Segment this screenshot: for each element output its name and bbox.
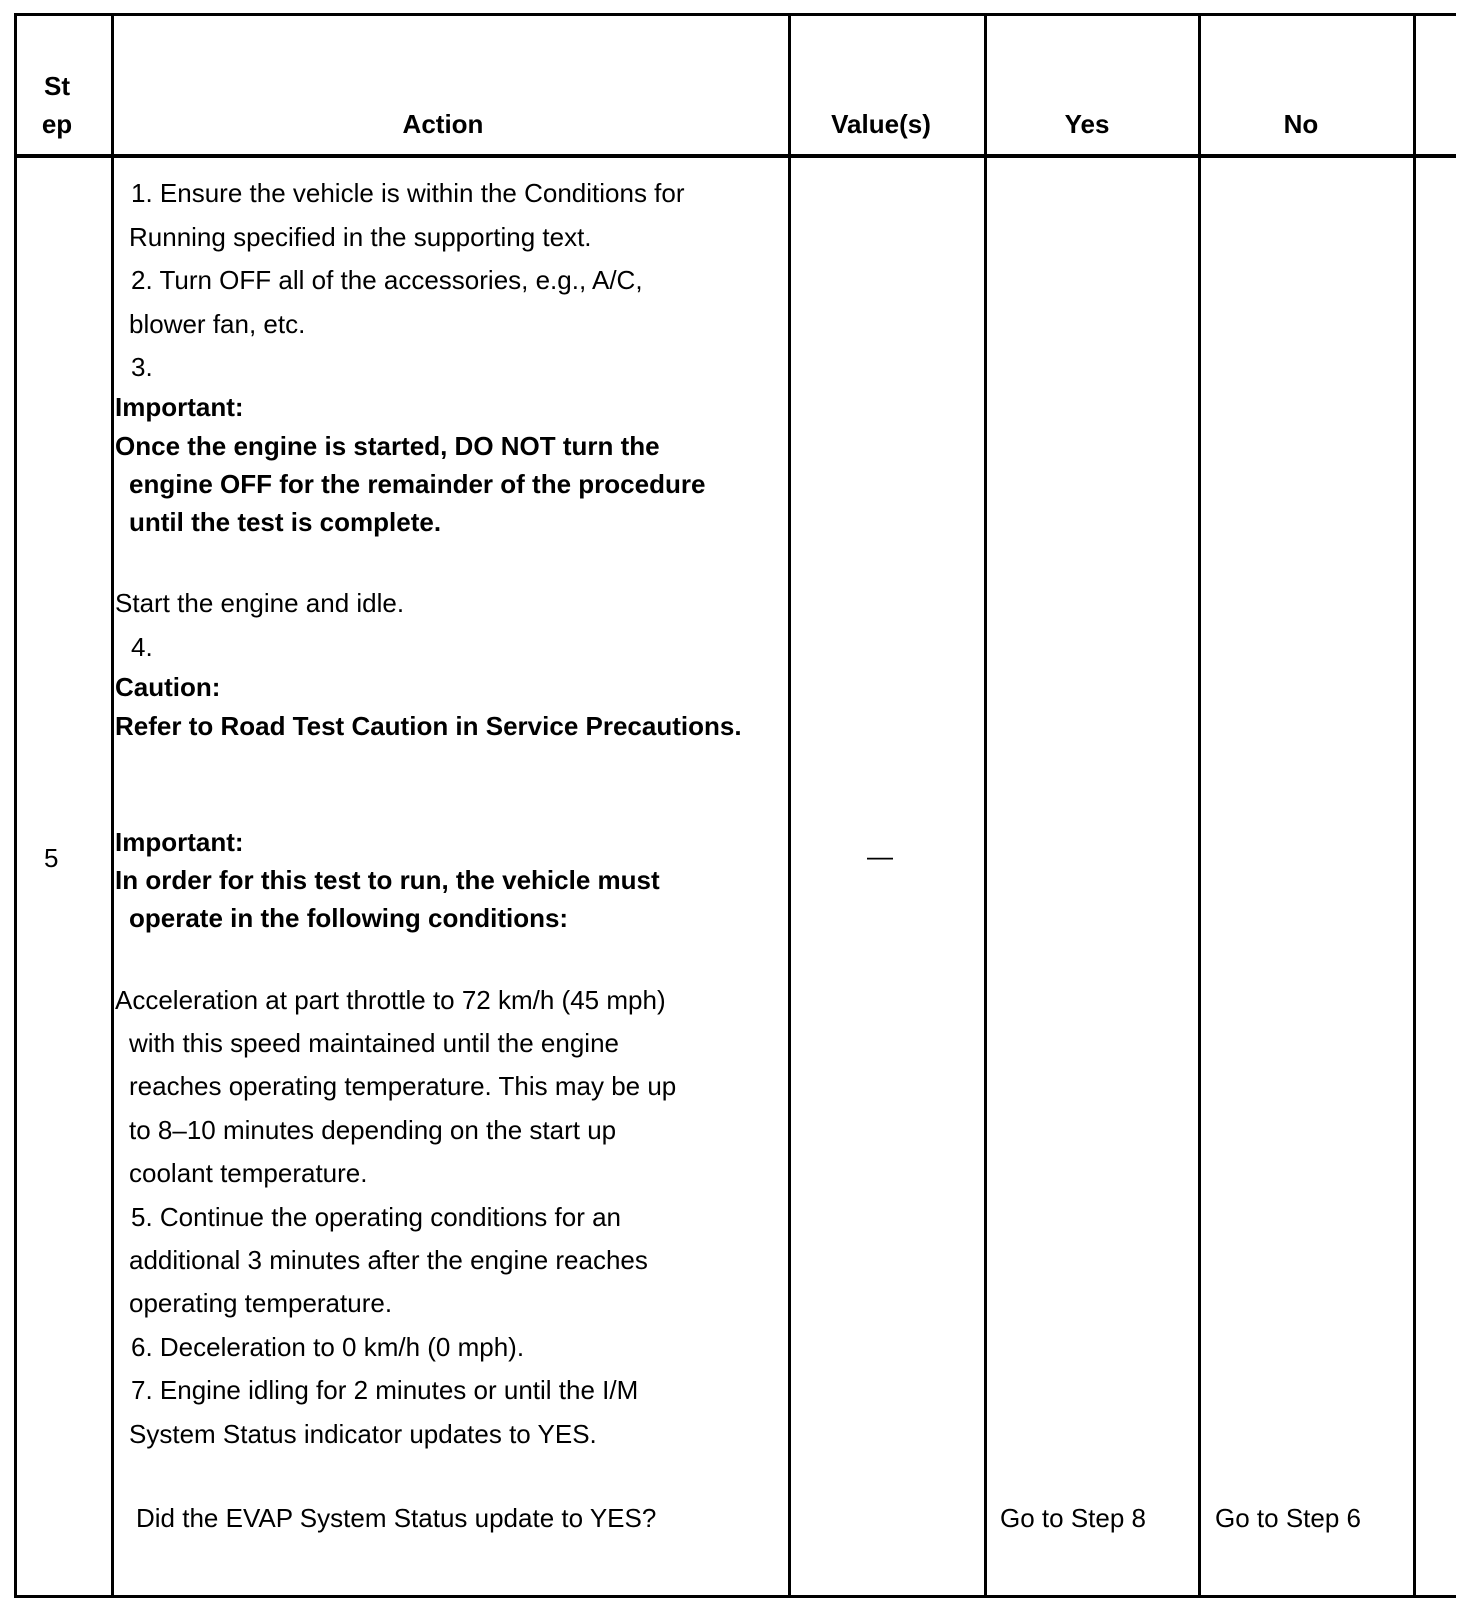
header-action: Action [402, 109, 484, 139]
action-step3-text: Start the engine and idle. [115, 588, 405, 618]
table-border-left [14, 13, 17, 1598]
action-step1-line1: 1. Ensure the vehicle is within the Conditions for [131, 178, 685, 208]
action-step7-line1: 7. Engine idling for 2 minutes or until the I/M [131, 1375, 639, 1405]
action-step4-number: 4. [131, 632, 153, 662]
step-number: 5 [44, 843, 59, 873]
table-border-right [1413, 13, 1416, 1598]
important-label-1: Important: [115, 392, 244, 422]
important-note-1-line2: engine OFF for the remainder of the procedure [129, 469, 706, 499]
important-note-2-line1: In order for this test to run, the vehicle must [115, 865, 660, 895]
table-border-top [14, 13, 1456, 16]
action-step2-line2: blower fan, etc. [129, 309, 306, 339]
header-step-line2: ep [41, 109, 73, 139]
value-cell: — [867, 841, 893, 871]
condition-line5: coolant temperature. [129, 1158, 368, 1188]
important-label-2: Important: [115, 827, 244, 857]
header-step [17, 67, 97, 143]
column-divider-action [788, 13, 791, 1598]
action-step3-number: 3. [131, 352, 153, 382]
action-step5-line2: additional 3 minutes after the engine reaches [129, 1245, 648, 1275]
condition-line2: with this speed maintained until the engine [129, 1028, 619, 1058]
column-divider-values [984, 13, 987, 1598]
action-step2-line1: 2. Turn OFF all of the accessories, e.g., A/C, [131, 265, 643, 295]
important-note-1-line1: Once the engine is started, DO NOT turn the [115, 431, 660, 461]
action-step5-line3: operating temperature. [129, 1288, 393, 1318]
caution-text: Refer to Road Test Caution in Service Precautions. [115, 711, 742, 741]
caution-label: Caution: [115, 672, 221, 702]
header-no: No [1283, 109, 1319, 139]
header-divider [14, 154, 1456, 158]
important-note-2-line2: operate in the following conditions: [129, 903, 569, 933]
action-step6: 6. Deceleration to 0 km/h (0 mph). [131, 1332, 525, 1362]
condition-line3: reaches operating temperature. This may be up [129, 1071, 677, 1101]
condition-line1: Acceleration at part throttle to 72 km/h (45 mph) [115, 985, 666, 1015]
important-note-1-line3: until the test is complete. [129, 507, 442, 537]
no-action-link: Go to Step 6 [1215, 1503, 1361, 1533]
action-step5-line1: 5. Continue the operating conditions for an [131, 1202, 622, 1232]
header-values: Value(s) [831, 109, 931, 139]
column-divider-step [111, 13, 114, 1598]
diagnostic-step-table [14, 13, 1456, 1599]
header-step-line1: St [44, 71, 70, 101]
table-border-bottom [14, 1595, 1456, 1598]
action-question: Did the EVAP System Status update to YES? [136, 1503, 657, 1533]
action-step7-line2: System Status indicator updates to YES. [129, 1419, 597, 1449]
header-yes: Yes [1064, 109, 1110, 139]
yes-action-link: Go to Step 8 [1000, 1503, 1146, 1533]
column-divider-yes [1198, 13, 1201, 1598]
action-step1-line2: Running specified in the supporting text. [129, 222, 592, 252]
condition-line4: to 8–10 minutes depending on the start up [129, 1115, 617, 1145]
